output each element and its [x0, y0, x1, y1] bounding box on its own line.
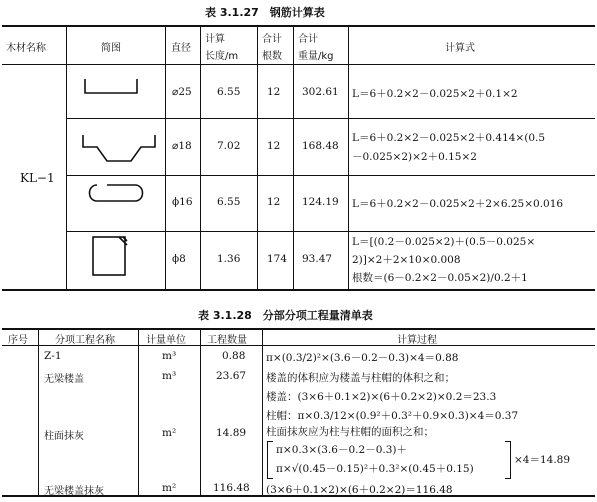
bent-bar-sketch — [83, 135, 155, 161]
header-quantity: 工程数量 — [207, 335, 247, 346]
process-line: (3×6＋0.1×2)×(6＋0.2×2)＝116.48 — [266, 484, 453, 496]
process-line: 柱帽：π×0.3/12×(0.9²＋0.3²＋0.9×0.3)×4＝0.37 — [266, 410, 519, 422]
row-length: 7.02 — [217, 140, 241, 152]
item-quantity: 116.48 — [213, 482, 250, 494]
item-unit: m³ — [162, 370, 177, 382]
row-weight: 302.61 — [302, 86, 339, 98]
rebar-sketches — [67, 65, 165, 290]
process-line: ×4＝14.89 — [514, 454, 571, 466]
row-formula-line: －0.025×2)×2＋0.15×2 — [352, 151, 477, 163]
header-count-line1: 合计 — [262, 34, 282, 45]
row-formula-line: L＝6＋0.2×2－0.025×2＋0.1×2 — [352, 88, 518, 100]
right-bracket — [505, 441, 511, 479]
row-formula-line: L＝[(0.2－0.025×2)＋(0.5－0.025× — [352, 236, 536, 248]
member-name: KL−1 — [20, 171, 55, 185]
header-member: 木材名称 — [6, 43, 46, 54]
row-count: 12 — [267, 196, 281, 208]
item-unit: m² — [162, 427, 177, 439]
item-quantity: 23.67 — [216, 370, 247, 382]
item-name: 无梁楼盖抹灰 — [44, 486, 104, 497]
item-unit: m² — [162, 482, 177, 494]
header-count-line2: 根数 — [262, 51, 282, 62]
header-weight-line2: 重量/kg — [298, 51, 334, 62]
row-count: 174 — [267, 253, 288, 265]
process-line: π×√(0.45－0.15)²＋0.3²×(0.45＋0.15) — [276, 463, 474, 475]
header-no: 序号 — [8, 335, 28, 346]
process-line: π×0.3×(3.6－0.2－0.3)＋ — [276, 444, 407, 456]
item-quantity: 0.88 — [222, 350, 246, 362]
header-process: 计算过程 — [397, 335, 437, 346]
process-line: 楼盖的体积应为楼盖与柱帽的体积之和； — [266, 372, 455, 384]
hooked-bar-sketch — [90, 185, 143, 201]
row-length: 1.36 — [217, 253, 241, 265]
header-sketch: 简图 — [101, 43, 121, 54]
header-unit: 计量单位 — [146, 335, 186, 346]
header-diameter: 直径 — [171, 43, 191, 54]
row-weight: 124.19 — [302, 196, 339, 208]
item-name: 无梁楼盖 — [44, 374, 84, 385]
process-line: π×(0.3/2)²×(3.6－0.2－0.3)×4＝0.88 — [266, 352, 459, 364]
row-formula-line: L＝6＋0.2×2－0.025×2＋2×6.25×0.016 — [352, 198, 564, 210]
table1-caption: 表 3.1.27 钢筋计算表 — [205, 6, 325, 19]
stirrup-sketch — [93, 237, 125, 275]
left-bracket — [267, 441, 273, 479]
row-length: 6.55 — [217, 86, 241, 98]
row-weight: 93.47 — [302, 253, 333, 265]
item-unit: m³ — [162, 350, 177, 362]
item-name: Z-1 — [44, 350, 62, 362]
row-diameter: ϕ16 — [172, 196, 193, 208]
item-name: 柱面抹灰 — [44, 431, 84, 442]
item-quantity: 14.89 — [216, 427, 247, 439]
header-item-name: 分项工程名称 — [55, 335, 115, 346]
header-length-line1: 计算 — [205, 34, 225, 45]
row-formula-line: 根数＝(6－0.2×2－0.05×2)/0.2＋1 — [352, 272, 528, 284]
row-formula-line: L＝6＋0.2×2－0.025×2＋0.414×(0.5 — [352, 132, 546, 144]
process-line: 楼盖：(3×6＋0.1×2)×(6＋0.2×2)×0.2＝23.3 — [266, 391, 497, 403]
row-count: 12 — [267, 140, 281, 152]
row-diameter: ϕ8 — [172, 253, 186, 265]
header-weight-line1: 合计 — [298, 34, 318, 45]
row-formula-line: 2)]×2＋2×10×0.008 — [352, 254, 461, 266]
row-weight: 168.48 — [302, 140, 339, 152]
process-line: 柱面抹灰应为柱与柱帽的面积之和； — [266, 426, 434, 438]
row-diameter: ⌀18 — [172, 140, 192, 152]
row-count: 12 — [267, 86, 281, 98]
straight-bar-sketch — [85, 79, 137, 93]
header-length-line2: 长度/m — [205, 51, 239, 62]
table2-caption: 表 3.1.28 分部分项工程量清单表 — [198, 309, 373, 322]
row-diameter: ⌀25 — [172, 86, 192, 98]
row-length: 6.55 — [217, 196, 241, 208]
header-formula: 计算式 — [445, 43, 475, 54]
